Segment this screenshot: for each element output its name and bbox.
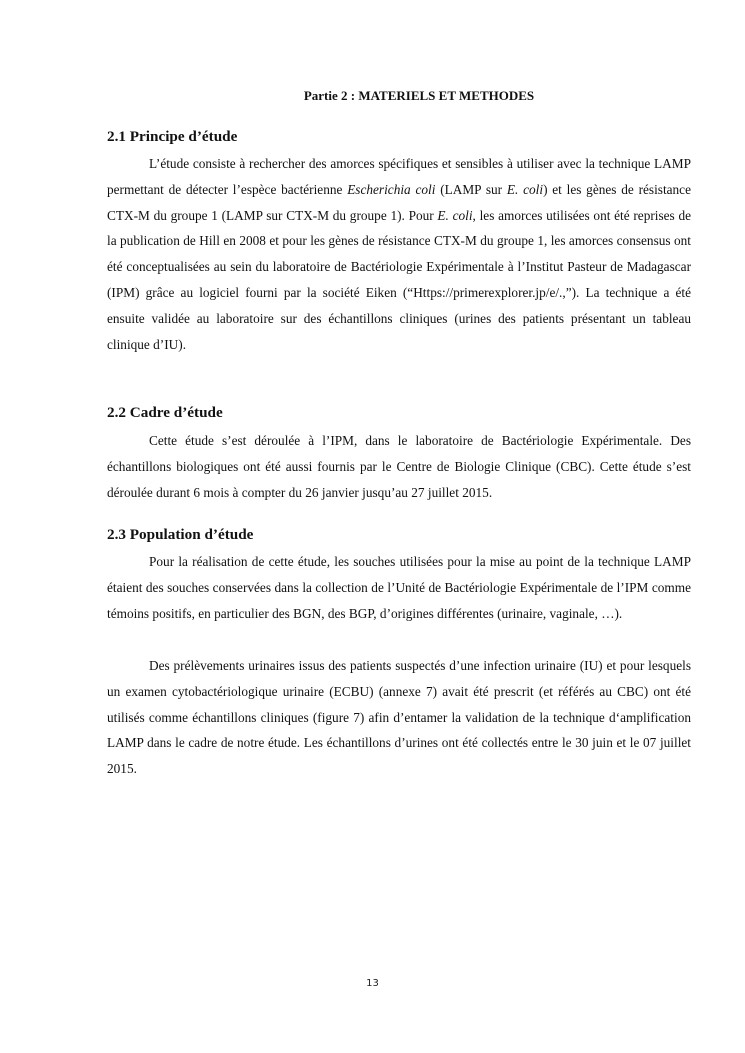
part-title: Partie 2 : MATERIELS ET METHODES xyxy=(303,88,535,103)
paragraph-principe-text-3: ) et les gènes de résistance CTX-M du groupe 1 (LAMP sur CTX-M du groupe 1). Pour xyxy=(107,181,691,223)
section-heading-cadre: 2.2 Cadre d’étude xyxy=(107,404,223,421)
paragraph-cadre-text: Cette étude s’est déroulée à l’IPM, dans le laboratoire de Bactériologie Expérimentale. Des échantillons biologiques ont été aussi fournis par le Centre de Biologie Clinique (CBC). Cette étude s’est déroulée durant 6 mois à compter du 26 janvier jusqu’au 27 juillet 2015. xyxy=(107,433,691,500)
paragraph-population-1 xyxy=(107,549,691,626)
paragraph-population-1-text: Pour la réalisation de cette étude, les souches utilisées pour la mise au point de la technique LAMP étaient des souches conservées dans la collection de l’Unité de Bactériologie Expérimentale de l’IPM comme témoins positifs, en particulier des BGN, des BGP, d’origines différentes (urinaire, vaginale, …). xyxy=(107,554,691,621)
page-number: 13 xyxy=(366,978,379,989)
paragraph-population-2 xyxy=(107,653,691,782)
paragraph-principe-text-2: (LAMP sur xyxy=(435,181,507,197)
section-heading-principe: 2.1 Principe d’étude xyxy=(107,128,238,145)
paragraph-principe-text-1: L’étude consiste à rechercher des amorces spécifiques et sensibles à utiliser avec la technique LAMP permettant de détecter l’espèce bactérienne xyxy=(107,156,691,197)
italic-species-abbrev-1: E. coli xyxy=(506,181,544,197)
italic-species-name: Escherichia coli xyxy=(347,181,436,197)
paragraph-principe xyxy=(107,151,691,357)
paragraph-population-2-text: Des prélèvements urinaires issus des patients suspectés d’une infection urinaire (IU) et pour lesquels un examen cytobactériologique urinaire (ECBU) (annexe 7) avait été prescrit (et référés au CBC) ont été utilisés comme échantillons cliniques (figure 7) afin d’entamer la validation de la technique d‘amplification LAMP dans le cadre de notre étude. Les échantillons d’urines ont été collectés entre le 30 juin et le 07 juillet 2015. xyxy=(107,658,691,777)
section-heading-population: 2.3 Population d’étude xyxy=(107,526,254,543)
paragraph-cadre xyxy=(107,428,691,505)
paragraph-principe-text-4: , les amorces utilisées ont été reprises de la publication de Hill en 2008 et pour les gènes de résistance CTX-M du groupe 1, les amorces consensus ont été conceptualisées au sein du laboratoire de Bactériologie Expérimentale à l’Institut Pasteur de Madagascar (IPM) grâce au logiciel fourni par la société Eiken (“Https://primerexplorer.jp/e/.,”). La technique a été ensuite validée au laboratoire sur des échantillons cliniques (urines des patients présentant un tableau clinique d’IU). xyxy=(107,207,691,352)
italic-species-abbrev-2: E. coli xyxy=(437,207,473,223)
